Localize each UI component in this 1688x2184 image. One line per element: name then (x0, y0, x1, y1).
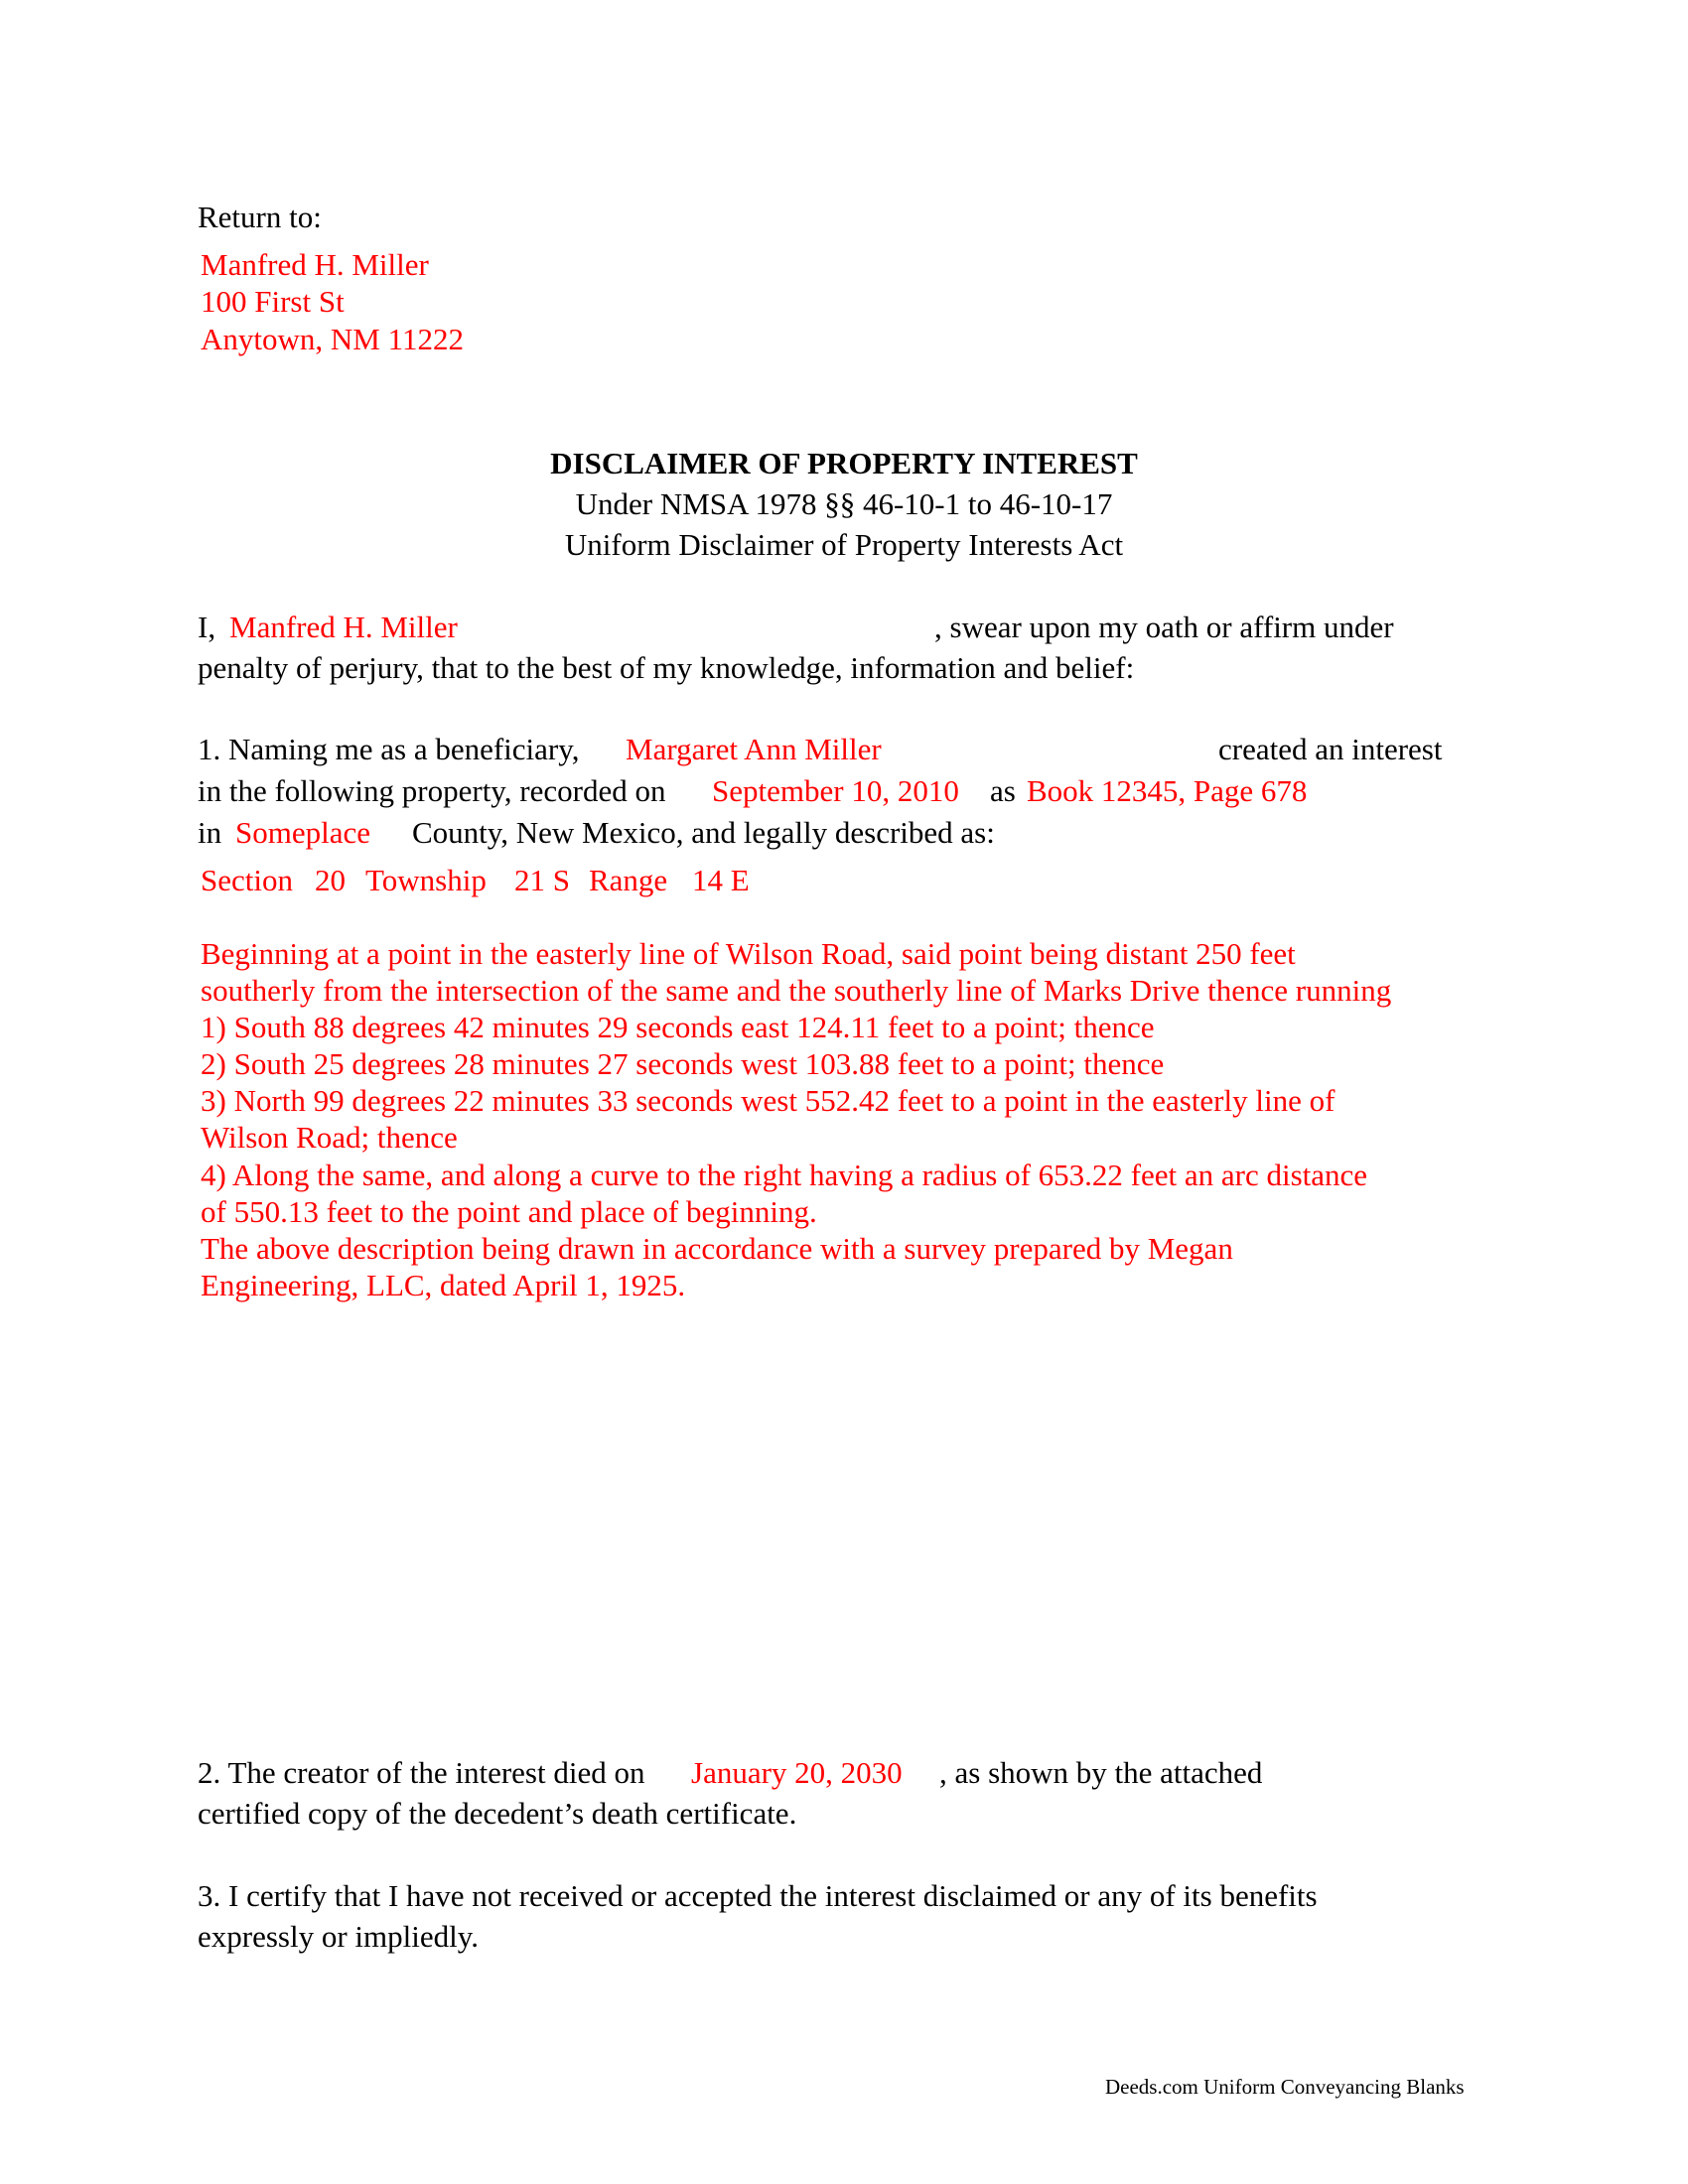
legal-description-line: 3) North 99 degrees 22 minutes 33 seconds west 552.42 feet to a point in the easterly line of (201, 1083, 1336, 1118)
legal-description-line: 1) South 88 degrees 42 minutes 29 seconds east 124.11 feet to a point; thence (201, 1010, 1155, 1044)
legal-description-line: of 550.13 feet to the point and place of beginning. (201, 1194, 817, 1229)
item3-line-2: expressly or impliedly. (198, 1919, 479, 1954)
item2-suffix: , as shown by the attached (939, 1755, 1263, 1790)
oath-prefix: I, (198, 610, 216, 644)
statute-reference: Under NMSA 1978 §§ 46-10-1 to 46-10-17 (575, 486, 1113, 521)
legal-description-line: southerly from the intersection of the same and the southerly line of Marks Drive thence running (201, 973, 1392, 1008)
legal-description-line: Engineering, LLC, dated April 1, 1925. (201, 1268, 686, 1302)
county-name: Someplace (235, 815, 371, 850)
creator-name: Margaret Ann Miller (626, 732, 882, 766)
item1-line2-prefix: in the following property, recorded on (198, 773, 666, 808)
death-date: January 20, 2030 (691, 1755, 903, 1790)
act-name: Uniform Disclaimer of Property Interests Act (564, 527, 1124, 562)
township-value: 21 S (514, 863, 570, 897)
return-to-label: Return to: (198, 200, 322, 234)
legal-description-line: 4) Along the same, and along a curve to the right having a radius of 653.22 feet an arc distance (201, 1158, 1368, 1192)
recorded-date: September 10, 2010 (712, 773, 959, 808)
footer-credit: Deeds.com Uniform Conveyancing Blanks (1105, 2075, 1465, 2099)
legal-description-line: 2) South 25 degrees 28 minutes 27 seconds west 103.88 feet to a point; thence (201, 1046, 1165, 1081)
oath-name: Manfred H. Miller (229, 610, 458, 644)
item2-prefix: 2. The creator of the interest died on (198, 1755, 645, 1790)
county-suffix: County, New Mexico, and legally described as: (412, 815, 995, 850)
legal-description-line: Wilson Road; thence (201, 1120, 458, 1155)
township-label: Township (365, 863, 487, 897)
return-to-city: Anytown, NM 11222 (201, 322, 464, 356)
as-text: as (990, 773, 1016, 808)
item3-line-1: 3. I certify that I have not received or accepted the interest disclaimed or any of its benefits (198, 1878, 1318, 1913)
legal-description-line: The above description being drawn in accordance with a survey prepared by Megan (201, 1231, 1233, 1266)
item1-prefix: 1. Naming me as a beneficiary, (198, 732, 580, 766)
range-value: 14 E (692, 863, 750, 897)
item2-line-2: certified copy of the decedent’s death certificate. (198, 1796, 797, 1831)
return-to-name: Manfred H. Miller (201, 247, 429, 282)
item1-suffix: created an interest (1218, 732, 1443, 766)
return-to-street: 100 First St (201, 284, 345, 319)
oath-suffix: , swear upon my oath or affirm under (934, 610, 1394, 644)
document-title: DISCLAIMER OF PROPERTY INTEREST (550, 446, 1138, 480)
section-value: 20 (315, 863, 346, 897)
section-label: Section (201, 863, 293, 897)
range-label: Range (589, 863, 668, 897)
book-page: Book 12345, Page 678 (1027, 773, 1308, 808)
oath-line-2: penalty of perjury, that to the best of my knowledge, information and belief: (198, 650, 1135, 685)
legal-description-line: Beginning at a point in the easterly line of Wilson Road, said point being distant 250 feet (201, 936, 1296, 971)
in-text: in (198, 815, 222, 850)
